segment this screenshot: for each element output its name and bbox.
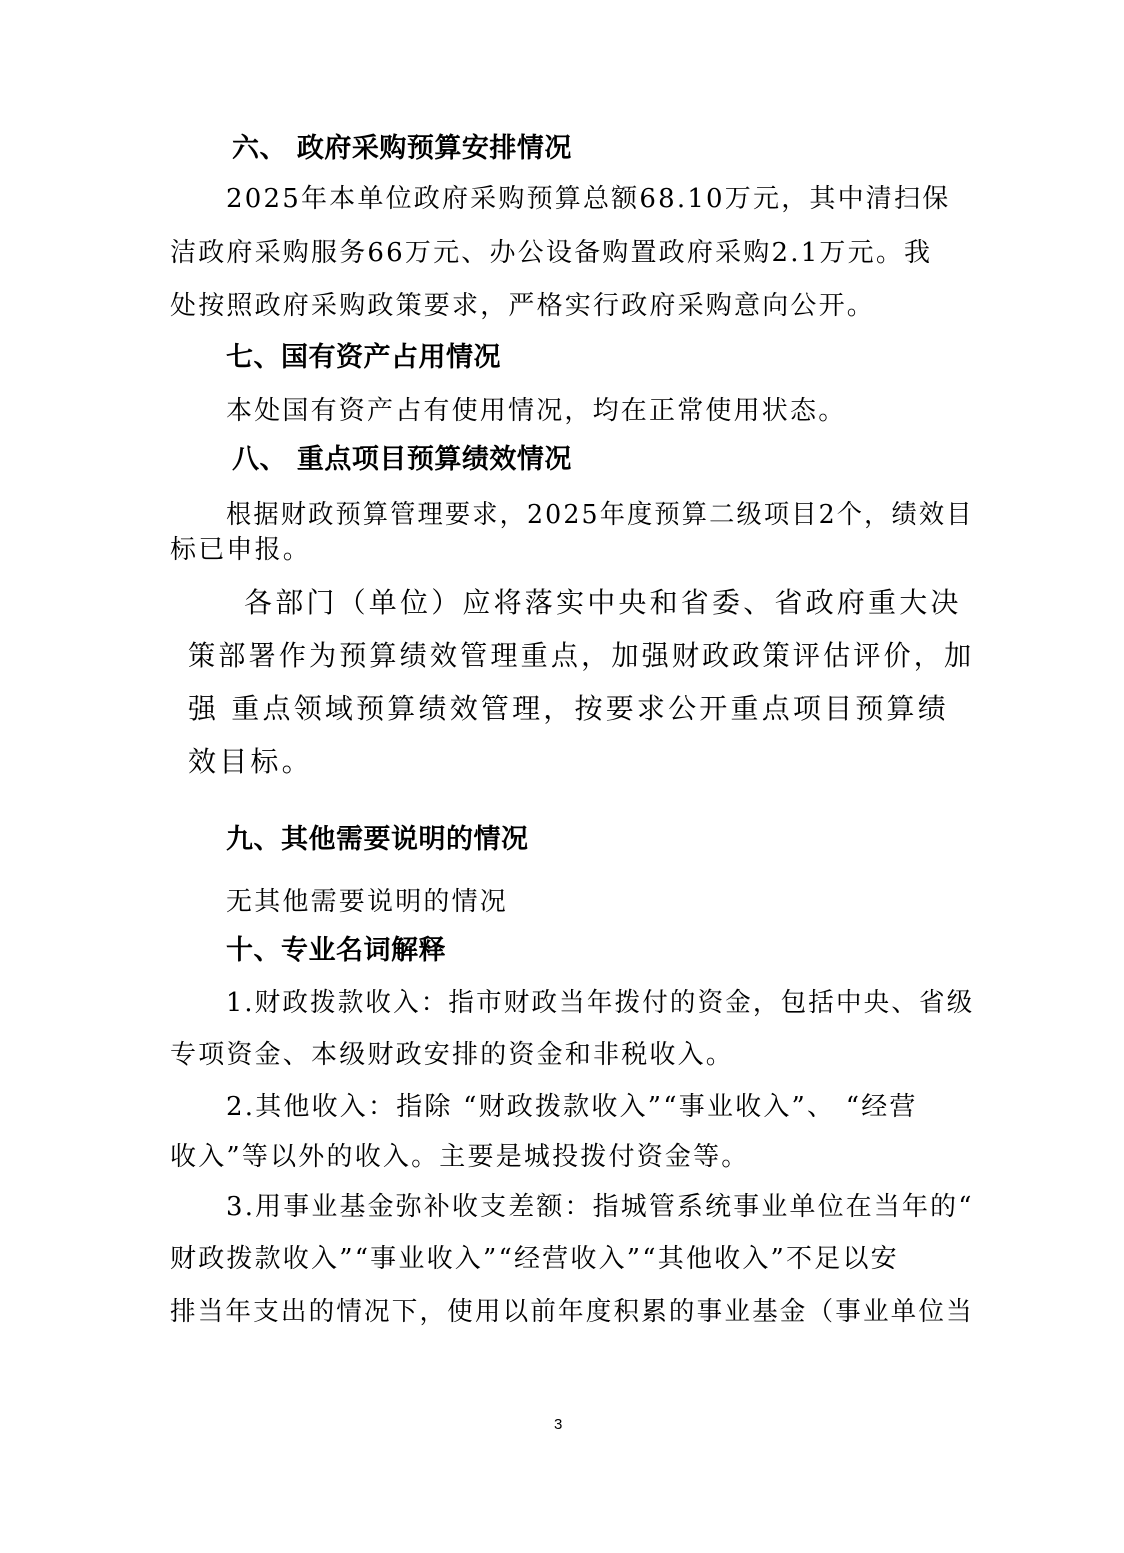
section-heading-procurement: 六、 政府采购预算安排情况 bbox=[232, 133, 572, 164]
paragraph-line: 本处国有资产占有使用情况，均在正常使用状态。 bbox=[226, 396, 847, 426]
paragraph-line: 排当年支出的情况下，使用以前年度积累的事业基金（事业单位当 bbox=[170, 1297, 974, 1327]
paragraph-line: 2.其他收入：指除 “财政拨款收入”“事业收入”、 “经营 bbox=[226, 1092, 918, 1122]
section-heading-performance: 八、 重点项目预算绩效情况 bbox=[232, 444, 572, 475]
notice-line: 策部署作为预算绩效管理重点，加强财政政策评估评价，加 bbox=[188, 639, 975, 672]
paragraph-line: 专项资金、本级财政安排的资金和非税收入。 bbox=[170, 1040, 735, 1070]
notice-line: 各部门（单位）应将落实中央和省委、省政府重大决 bbox=[244, 586, 962, 619]
notice-line: 效目标。 bbox=[188, 745, 313, 778]
paragraph-line: 3.用事业基金弥补收支差额：指城管系统事业单位在当年的“ bbox=[226, 1192, 974, 1222]
paragraph-line: 洁政府采购服务66万元、办公设备购置政府采购2.1万元。我 bbox=[170, 238, 933, 268]
section-heading-state-assets: 七、国有资产占用情况 bbox=[226, 342, 501, 373]
paragraph-line: 根据财政预算管理要求，2025年度预算二级项目2个，绩效目 bbox=[226, 500, 974, 530]
paragraph-line: 处按照政府采购政策要求，严格实行政府采购意向公开。 bbox=[170, 291, 876, 321]
paragraph-line: 无其他需要说明的情况 bbox=[226, 887, 509, 917]
paragraph-line: 1.财政拨款收入：指市财政当年拨付的资金，包括中央、省级 bbox=[226, 988, 975, 1018]
section-heading-other-notes: 九、其他需要说明的情况 bbox=[226, 824, 529, 855]
notice-line: 强 重点领域预算绩效管理，按要求公开重点项目预算绩 bbox=[188, 692, 949, 725]
paragraph-line: 收入”等以外的收入。主要是城投拨付资金等。 bbox=[170, 1142, 750, 1172]
page-number: 3 bbox=[554, 1416, 563, 1433]
paragraph-line: 财政拨款收入”“事业收入”“经营收入”“其他收入”不足以安 bbox=[170, 1244, 899, 1274]
paragraph-line: 2025年本单位政府采购预算总额68.10万元，其中清扫保 bbox=[226, 184, 951, 214]
paragraph-line: 标已申报。 bbox=[170, 535, 312, 565]
section-heading-glossary: 十、专业名词解释 bbox=[226, 935, 446, 966]
